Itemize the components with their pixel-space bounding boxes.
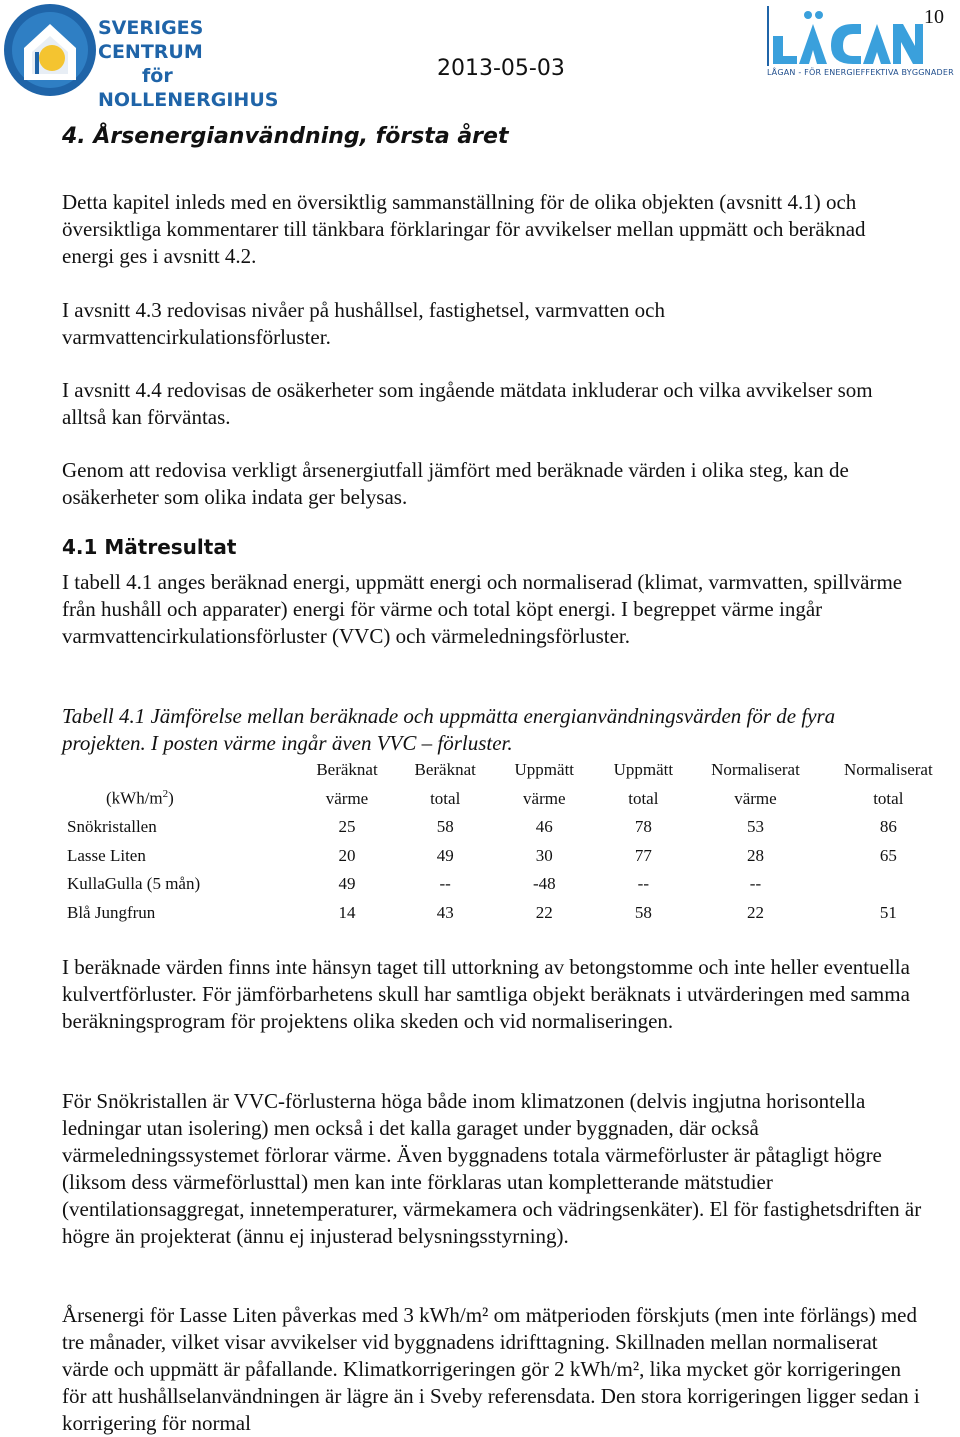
body-paragraph-2: För Snökristallen är VVC-förlusterna höga både inom klimatzonen (delvis ingjutna horisontella ledningar utan isolering) men också i det kalla garaget under byggnaden, där också värmeledningssystemet förlorar värme. Även byggnadens totala värmeförluster är påtagligt högre (liksom dess värmeförlusttal) men kan inte förklaras utan kompletterande mätstudier (ventilationsaggregat, innetemperaturer, värmekamera och vädringsenkäter). El för fastighetsdriften är högre än projekterat (ännu ej injusterad belysningsstyrning). bbox=[62, 1089, 922, 1248]
table-caption: Tabell 4.1 Jämförelse mellan beräknade och uppmätta energianvändningsvärden för de fyra projekten. I posten värme ingår även VVC – förluster. bbox=[62, 704, 836, 755]
lagan-wordmark-icon bbox=[765, 6, 925, 68]
project-name: Snökristallen bbox=[67, 817, 157, 837]
table-cell: 22 bbox=[535, 902, 553, 922]
table-cell: 25 bbox=[338, 817, 356, 837]
project-name: Blå Jungfrun bbox=[67, 902, 156, 922]
table-row bbox=[62, 813, 960, 842]
header-cell: värme bbox=[325, 788, 369, 808]
table-cell: 20 bbox=[338, 845, 356, 865]
table-cell: 14 bbox=[338, 902, 356, 922]
intro-paragraph-2: I avsnitt 4.3 redovisas nivåer på hushållsel, fastighetsel, varmvatten och varmvattencirkulationsförluster. bbox=[62, 298, 666, 349]
body-paragraph-1: I beräknade värden finns inte hänsyn taget till uttorkning av betongstomme och inte heller eventuella kulvertförluster. För jämförbarhetens skull har samtliga objekt beräknats i utvärderingen med samma beräkningsprogram för projektens olika skeden och vid normaliseringen. bbox=[62, 955, 910, 1033]
table-cell: 58 bbox=[436, 817, 454, 837]
section-4-1-paragraph: I tabell 4.1 anges beräknad energi, uppmätt energi och normaliserad (klimat, varmvatten, spillvärme från hushåll och apparater) energi för värme och total köpt energi. I begreppet värme ingår varmvattencirkulationsförluster (VVC) och värmeledningsförluster. bbox=[62, 570, 903, 648]
table-cell: 58 bbox=[634, 902, 652, 922]
body-paragraph-3: Årsenergi för Lasse Liten påverkas med 3 kWh/m² om mätperioden förskjuts (men inte förlängs) med tre månader, vilket visar avvikelser vid byggnadens idrifttagning. Skillnaden mellan normaliserat värde och uppmätt är påfallande. Klimatkorrigeringen gör 2 kWh/m², lika mycket gör korrigeringen för att hushållselanvändningen är lägre än i Sveby referensdata. Den stora korrigeringen ligger sedan i korrigering för normal bbox=[62, 1303, 920, 1435]
header-cell: Beräknat bbox=[316, 760, 378, 780]
header-cell: värme bbox=[734, 788, 777, 808]
table-cell: -- bbox=[637, 874, 649, 894]
sveriges-centrum-logo bbox=[2, 2, 302, 111]
table-cell: -48 bbox=[532, 874, 556, 894]
table-row bbox=[62, 842, 960, 871]
chapter-heading: 4. Årsenergianvändning, första året bbox=[62, 124, 509, 149]
energy-comparison-table bbox=[62, 756, 960, 927]
table-cell: -- bbox=[749, 874, 762, 894]
intro-paragraph-3: I avsnitt 4.4 redovisas de osäkerheter som ingående mätdata inkluderar och vilka avvikelser som alltså kan förväntas. bbox=[62, 378, 873, 429]
table-row bbox=[62, 899, 960, 928]
project-name: KullaGulla (5 mån) bbox=[67, 874, 201, 894]
logo-line-3: NOLLENERGIHUS bbox=[98, 89, 279, 111]
header-cell: Normaliserat bbox=[843, 760, 933, 780]
table-cell: 86 bbox=[879, 817, 897, 837]
table-cell: -- bbox=[439, 874, 451, 894]
header-cell: total bbox=[873, 788, 904, 808]
header-cell bbox=[62, 756, 300, 785]
table-cell: 78 bbox=[634, 817, 652, 837]
table-header-row bbox=[62, 756, 960, 785]
table-cell: 65 bbox=[879, 845, 897, 865]
header-cell: värme bbox=[523, 788, 566, 808]
table-subheader-row bbox=[62, 785, 960, 814]
logo-line-1: SVERIGES CENTRUM bbox=[98, 17, 204, 63]
table-cell: 49 bbox=[338, 874, 356, 894]
section-heading-4-1: 4.1 Mätresultat bbox=[62, 535, 237, 559]
header-cell: Beräknat bbox=[414, 760, 476, 780]
table-cell: 53 bbox=[746, 817, 764, 837]
unit-label: $(kWh/m^2)$ bbox=[106, 788, 174, 809]
table-row bbox=[62, 870, 960, 899]
table-cell: 77 bbox=[634, 845, 652, 865]
table-cell: 46 bbox=[535, 817, 553, 837]
lagan-tagline: LÅGAN - FÖR ENERGIEFFEKTIVA BYGGNADER bbox=[767, 68, 954, 77]
intro-paragraph-1: Detta kapitel inleds med en översiktlig sammanställning för de olika objekten (avsnitt 4.1) och översiktliga kommentarer till tänkbara förklaringar för avvikelser mellan uppmätt och beräknad energi ges i avsnitt 4.2. bbox=[62, 190, 866, 268]
page-number: 10 bbox=[924, 6, 944, 28]
table-cell: 22 bbox=[746, 902, 764, 922]
document-date: 2013-05-03 bbox=[437, 56, 565, 81]
table-cell: 30 bbox=[535, 845, 553, 865]
header-cell: Uppmätt bbox=[514, 760, 575, 780]
header-cell: Normaliserat bbox=[711, 760, 800, 780]
table-cell bbox=[817, 870, 960, 899]
table-cell: 49 bbox=[436, 845, 454, 865]
table-cell: 28 bbox=[746, 845, 764, 865]
house-sun-icon bbox=[2, 2, 98, 98]
project-name: Lasse Liten bbox=[67, 845, 146, 865]
header-cell: Uppmätt bbox=[613, 760, 674, 780]
header-cell: total bbox=[430, 788, 461, 808]
header-cell: total bbox=[628, 788, 659, 808]
table-cell: 51 bbox=[879, 902, 897, 922]
logo-line-2: för bbox=[142, 65, 173, 87]
intro-paragraph-4: Genom att redovisa verkligt årsenergiutfall jämfört med beräknade värden i olika steg, kan de osäkerheter som olika indata ger belysas. bbox=[62, 458, 849, 509]
table-cell: 43 bbox=[436, 902, 454, 922]
